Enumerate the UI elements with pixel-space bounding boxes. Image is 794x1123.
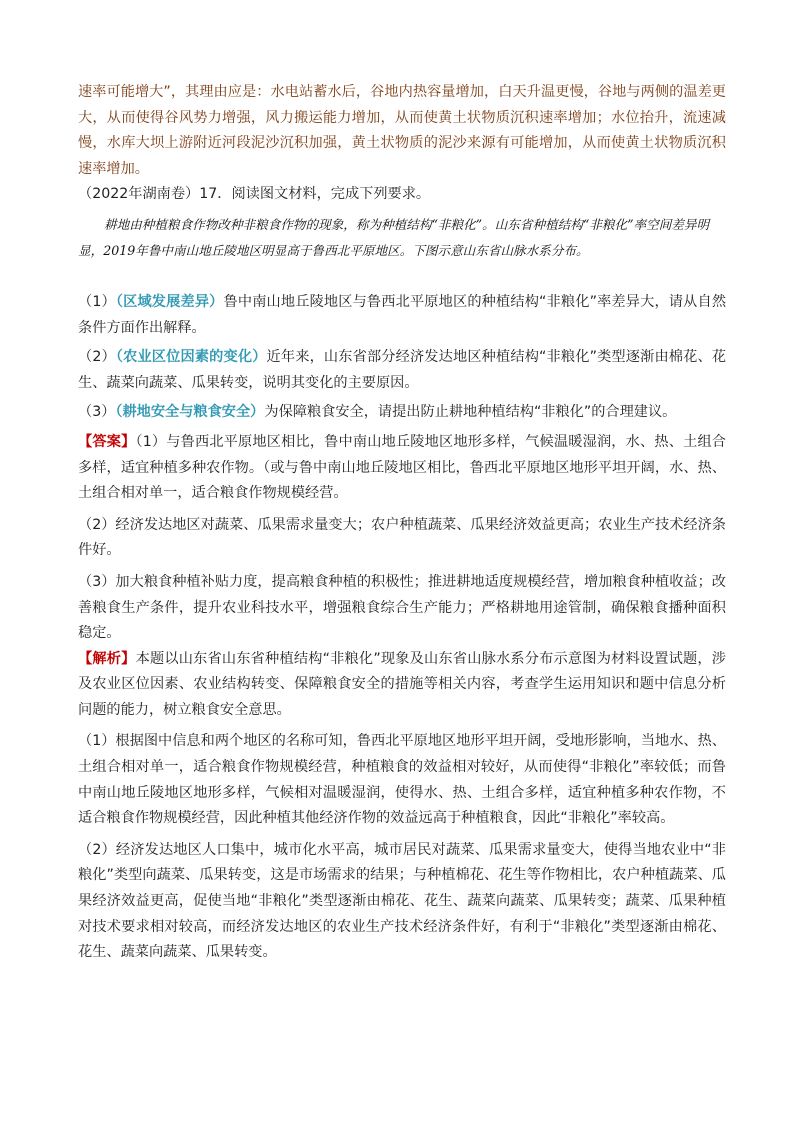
answer-item-2: （2）经济发达地区对蔬菜、瓜果需求量变大；农户种植蔬菜、瓜果经济效益更高；农业生产技术经济条件好。 [78, 516, 726, 559]
analysis-label: 【解析】 [78, 650, 136, 667]
question-material: 耕地由种植粮食作物改种非粮食作物的现象，称为种植结构“非粮化”。山东省种植结构“非粮化”率空间差异明显，2019年鲁中南山地丘陵地区明显高于鲁西北平原地区。下图示意山东省山脉水系分布。 [78, 216, 710, 258]
question-text: 为保障粮食安全，请提出防止耕地种植结构“非粮化”的合理建议。 [264, 404, 677, 421]
analysis-item-2: （2）经济发达地区人口集中，城市化水平高，城市居民对蔬菜、瓜果需求量变大，使得当地农业中“非粮化”类型向蔬菜、瓜果转变，这是市场需求的结果；与种植棉花、花生等作物相比，农户种植蔬菜、瓜果经济效益更高，促使当地“非粮化”类型逐渐由棉花、花生、蔬菜向蔬菜、瓜果转变；蔬菜、瓜果种植对技术要求相对较高，而经济发达地区的农业生产技术经济条件好，有利于“非粮化”类型逐渐由棉花、花生、蔬菜向蔬菜、瓜果转变。 [78, 841, 726, 961]
question-text: 鲁中南山地丘陵地区与鲁西北平原地区的种植结构“非粮化”率差异大，请从自然条件方面作出解释。 [78, 293, 727, 336]
question-2 [78, 345, 726, 396]
answer-text: （1）与鲁西北平原地区相比，鲁中南山地丘陵地区地形多样，气候温暖湿润，水、热、土组合多样，适宜种植多种农作物。（或与鲁中南山地丘陵地区相比，鲁西北平原地区地形平坦开阔，水、热、土组合相对单一，适合粮食作物规模经营。 [78, 433, 726, 502]
question-topic-tag: （区域发展差异） [115, 293, 224, 310]
question-topic-tag: （耕地安全与粮食安全） [115, 404, 265, 421]
answer-label: 【答案】 [78, 433, 136, 450]
question-text: 近年来，山东省部分经济发达地区种植结构“非粮化”类型逐渐由棉花、花生、蔬菜向蔬菜、瓜果转变，说明其变化的主要原因。 [78, 349, 727, 391]
question-number: （1） [78, 293, 116, 310]
question-header: （2022年湖南卷）17．阅读图文材料，完成下列要求。 [78, 186, 431, 203]
question-topic-tag: （农业区位因素的变化） [115, 349, 267, 366]
answer-item-1 [78, 430, 726, 507]
question-3 [78, 400, 726, 426]
previous-answer-explanation: 速率可能增大”，其理由应是：水电站蓄水后，谷地内热容量增加，白天升温更慢，谷地与两侧的温差更大，从而使得谷风势力增强，风力搬运能力增加，从而使黄土状物质沉积速率增加；水位抬升，流速减慢，水库大坝上游附近河段泥沙沉积加强，黄土状物质的泥沙来源有可能增加，从而使黄土状物质沉积速率增加。 [78, 84, 726, 177]
question-number: （3） [78, 404, 116, 421]
answer-item-3: （3）加大粮食种植补贴力度，提高粮食种植的积极性；推进耕地适度规模经营，增加粮食种植收益；改善粮食生产条件，提升农业科技水平，增强粮食综合生产能力；严格耕地用途管制，确保粮食播种面积稳定。 [78, 573, 726, 642]
question-1 [78, 290, 726, 341]
document-body [78, 80, 726, 966]
question-number: （2） [78, 349, 116, 366]
analysis-intro-text: 本题以山东省山东省种植结构“非粮化”现象及山东省山脉水系分布示意图为材料设置试题，涉及农业区位因素、农业结构转变、保障粮食安全的措施等相关内容，考查学生运用知识和题中信息分析问题的能力，树立粮食安全意思。 [78, 650, 726, 718]
analysis-item-1: （1）根据图中信息和两个地区的名称可知，鲁西北平原地区地形平坦开阔，受地形影响，当地水、热、土组合相对单一，适合粮食作物规模经营，种植粮食的效益相对较好，从而使得“非粮化”率较低；而鲁中南山地丘陵地区地形多样，气候相对温暖湿润，使得水、热、土组合多样，适宜种植多种农作物，不适合粮食作物规模经营，因此种植其他经济作物的效益远高于种植粮食，因此“非粮化”率较高。 [78, 733, 726, 827]
analysis-intro [78, 647, 726, 724]
